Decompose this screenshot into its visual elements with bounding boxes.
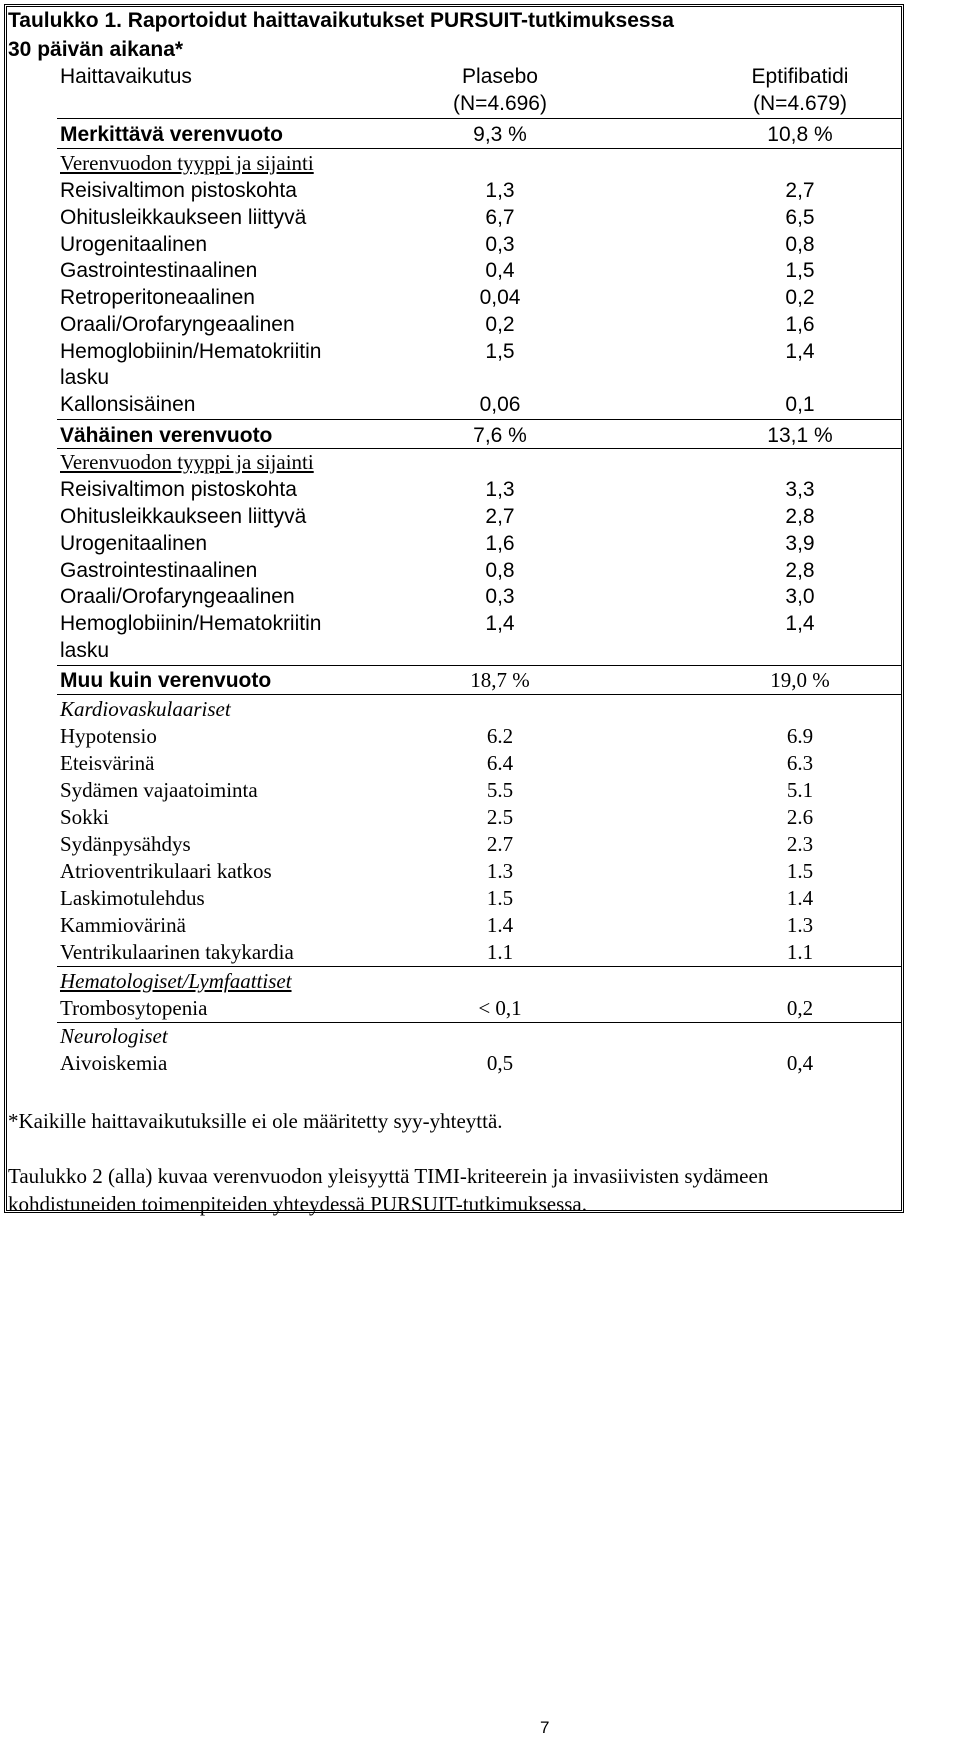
minor-bleeding-placebo: 7,6 % — [473, 424, 527, 447]
table-row-label: Ventrikulaarinen takykardia — [60, 940, 294, 964]
table-row-eptifibatide: 1,6 — [785, 313, 815, 336]
table-row-eptifibatide: 1,4 — [785, 340, 815, 363]
table-row-placebo: 1.5 — [486, 886, 514, 910]
paragraph-line2: kohdistuneiden toimenpiteiden yhteydessä PURSUIT-tutkimuksessa. — [8, 1192, 588, 1216]
table-row-eptifibatide: 0,1 — [785, 393, 815, 416]
table-row-label: Hypotensio — [60, 724, 157, 748]
table-row-placebo: 0,2 — [485, 313, 515, 336]
divider — [57, 118, 902, 119]
table-row-eptifibatide: 1.1 — [786, 940, 814, 964]
cardiovascular-heading: Kardiovaskulaariset — [60, 697, 231, 721]
table-row-eptifibatide: 6,5 — [785, 206, 815, 229]
header-eptifibatide-n: (N=4.679) — [753, 92, 847, 115]
table-row-label: Atrioventrikulaari katkos — [60, 859, 272, 883]
table-row-eptifibatide: 0,4 — [786, 1051, 814, 1075]
table-row-label: Oraali/Orofaryngeaalinen — [60, 313, 295, 336]
table-row-label: Kallonsisäinen — [60, 393, 196, 416]
table-row-placebo: 0,5 — [486, 1051, 514, 1075]
table-row-label: Laskimotulehdus — [60, 886, 205, 910]
table-row-eptifibatide: 0,2 — [786, 996, 814, 1020]
table-row-eptifibatide: 2.6 — [786, 805, 814, 829]
table-row-placebo: 1,3 — [485, 478, 515, 501]
table-row-eptifibatide: 1.3 — [786, 913, 814, 937]
table-row-eptifibatide: 3,0 — [785, 585, 815, 608]
table-row-placebo: 1,3 — [485, 179, 515, 202]
table-row-eptifibatide: 1,5 — [785, 259, 815, 282]
table-row-label: Sydänpysähdys — [60, 832, 191, 856]
minor-bleeding-title: Vähäinen verenvuoto — [60, 424, 273, 447]
divider — [57, 419, 902, 420]
non-bleeding-title: Muu kuin verenvuoto — [60, 669, 272, 692]
table-row-label: Urogenitaalinen — [60, 233, 208, 256]
table-row-eptifibatide: 3,9 — [785, 532, 815, 555]
divider — [57, 1022, 902, 1023]
table-row-label: Trombosytopenia — [60, 996, 208, 1020]
table-row-label: Ohitusleikkaukseen liittyvä — [60, 505, 307, 528]
table-row-placebo: 1,6 — [485, 532, 515, 555]
major-bleeding-eptifibatide: 10,8 % — [767, 123, 833, 146]
table-title-line1: Taulukko 1. Raportoidut haittavaikutukset PURSUIT-tutkimuksessa — [8, 9, 674, 32]
table-row-label-continued: lasku — [60, 639, 110, 662]
table-row-placebo: 5.5 — [486, 778, 514, 802]
table-row-placebo: 1,4 — [485, 612, 515, 635]
non-bleeding-eptifibatide: 19,0 % — [770, 668, 830, 692]
table-row-eptifibatide: 2,8 — [785, 559, 815, 582]
non-bleeding-placebo: 18,7 % — [470, 668, 530, 692]
header-placebo-n: (N=4.696) — [453, 92, 547, 115]
table-row-eptifibatide: 3,3 — [785, 478, 815, 501]
table-row-label: Sydämen vajaatoiminta — [60, 778, 258, 802]
hematologic-heading: Hematologiset/Lymfaattiset — [60, 969, 292, 993]
table-footnote: *Kaikille haittavaikutuksille ei ole määritetty syy-yhteyttä. — [8, 1109, 503, 1133]
major-bleeding-title: Merkittävä verenvuoto — [60, 123, 283, 146]
table-row-placebo: 0,8 — [485, 559, 515, 582]
table-row-eptifibatide: 5.1 — [786, 778, 814, 802]
table-row-label: Eteisvärinä — [60, 751, 155, 775]
table-row-label: Gastrointestinaalinen — [60, 259, 258, 282]
table-title-line2: 30 päivän aikana* — [8, 38, 184, 61]
table-row-label: Hemoglobiinin/Hematokriitin — [60, 340, 322, 363]
table-row-label: Oraali/Orofaryngeaalinen — [60, 585, 295, 608]
table-row-placebo: 0,04 — [479, 286, 521, 309]
minor-bleeding-eptifibatide: 13,1 % — [767, 424, 833, 447]
page-number: 7 — [540, 1718, 550, 1737]
table-row-placebo: < 0,1 — [478, 996, 522, 1020]
table-row-eptifibatide: 6.9 — [786, 724, 814, 748]
major-bleeding-placebo: 9,3 % — [473, 123, 527, 146]
table-row-label: Reisivaltimon pistoskohta — [60, 179, 297, 202]
table-row-placebo: 1.4 — [486, 913, 514, 937]
table-row-label: Ohitusleikkaukseen liittyvä — [60, 206, 307, 229]
table-row-eptifibatide: 0,8 — [785, 233, 815, 256]
table-row-label: Kammiovärinä — [60, 913, 186, 937]
table-row-label-continued: lasku — [60, 366, 110, 389]
table-row-placebo: 0,06 — [479, 393, 521, 416]
major-bleeding-subheading: Verenvuodon tyyppi ja sijainti — [60, 151, 314, 175]
header-placebo: Plasebo — [462, 65, 538, 88]
table-row-placebo: 2.7 — [486, 832, 514, 856]
paragraph-line1: Taulukko 2 (alla) kuvaa verenvuodon yleisyyttä TIMI-kriteerein ja invasiivisten sydämeen — [8, 1164, 769, 1188]
table-row-eptifibatide: 2.3 — [786, 832, 814, 856]
table-row-eptifibatide: 6.3 — [786, 751, 814, 775]
minor-bleeding-subheading: Verenvuodon tyyppi ja sijainti — [60, 450, 314, 474]
table-row-label: Aivoiskemia — [60, 1051, 168, 1075]
table-row-label: Retroperitoneaalinen — [60, 286, 255, 309]
table-row-placebo: 1.3 — [486, 859, 514, 883]
table-row-placebo: 6.2 — [486, 724, 514, 748]
table-row-eptifibatide: 0,2 — [785, 286, 815, 309]
table-row-label: Urogenitaalinen — [60, 532, 208, 555]
table-row-eptifibatide: 1.4 — [786, 886, 814, 910]
table-row-placebo: 2.5 — [486, 805, 514, 829]
neurologic-heading: Neurologiset — [60, 1024, 168, 1048]
table-row-eptifibatide: 1,4 — [785, 612, 815, 635]
table-row-placebo: 6.4 — [486, 751, 514, 775]
table-row-placebo: 0,3 — [485, 585, 515, 608]
table-row-eptifibatide: 1.5 — [786, 859, 814, 883]
table-row-eptifibatide: 2,8 — [785, 505, 815, 528]
table-row-label: Gastrointestinaalinen — [60, 559, 258, 582]
table-row-placebo: 1.1 — [486, 940, 514, 964]
table-row-placebo: 2,7 — [485, 505, 515, 528]
table-row-label: Hemoglobiinin/Hematokriitin — [60, 612, 322, 635]
header-eptifibatide: Eptifibatidi — [751, 65, 849, 88]
table-row-placebo: 6,7 — [485, 206, 515, 229]
table-row-placebo: 1,5 — [485, 340, 515, 363]
table-row-placebo: 0,3 — [485, 233, 515, 256]
table-row-eptifibatide: 2,7 — [785, 179, 815, 202]
header-adverse-event: Haittavaikutus — [60, 65, 192, 88]
table-row-placebo: 0,4 — [485, 259, 515, 282]
table-row-label: Sokki — [60, 805, 110, 829]
table-row-label: Reisivaltimon pistoskohta — [60, 478, 297, 501]
